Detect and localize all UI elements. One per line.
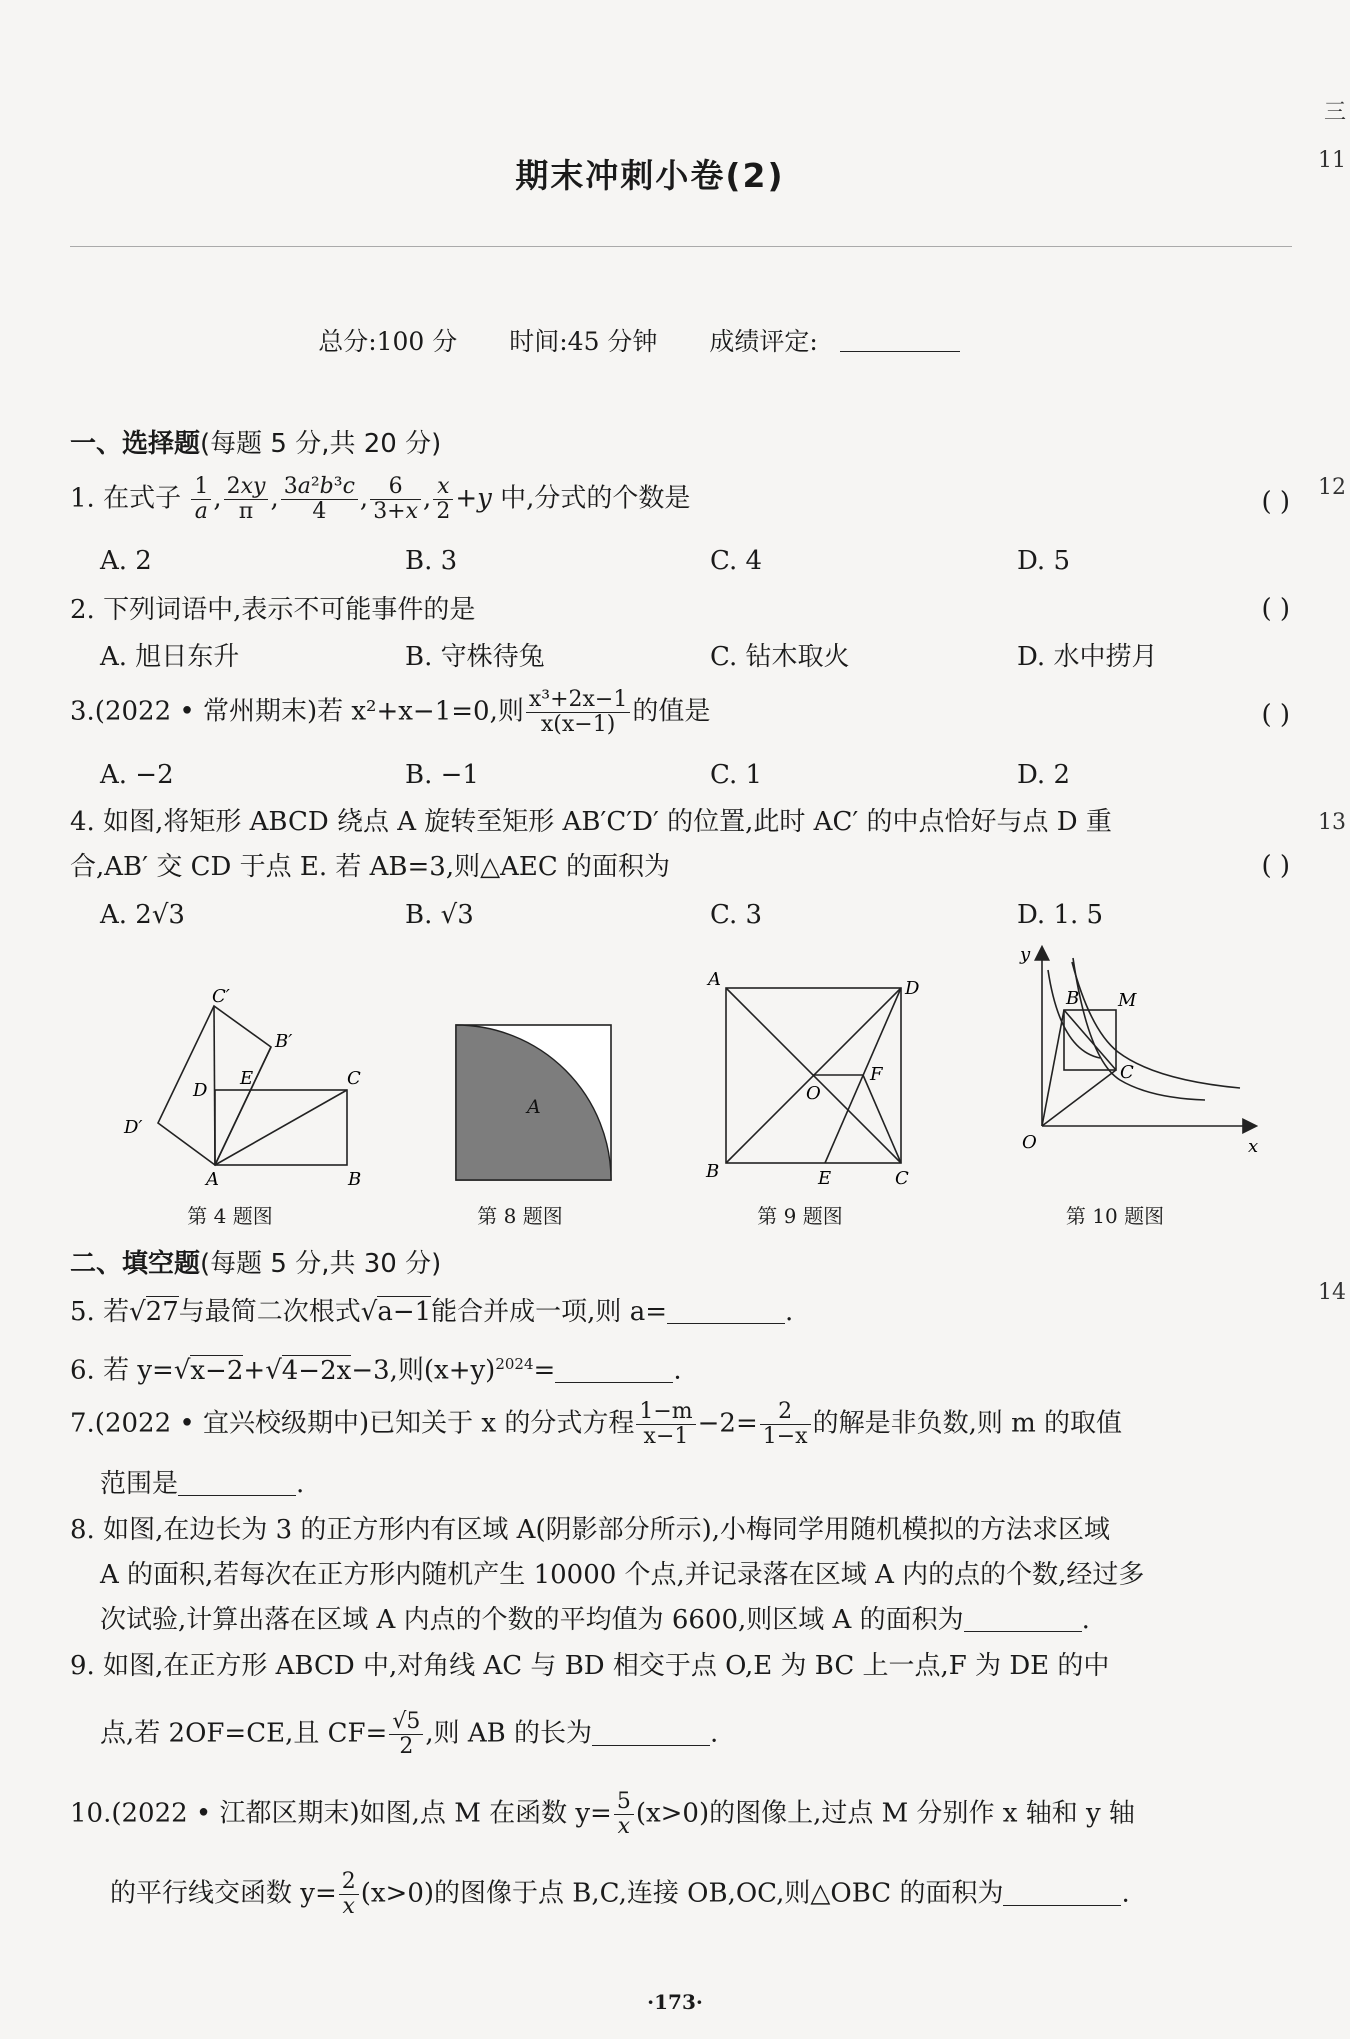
fraction: $\frac{1-m}{x-1}$ xyxy=(636,1400,695,1449)
fig10-label: x xyxy=(1248,1136,1259,1157)
option-d: D. 2 xyxy=(1017,760,1070,790)
fraction: $\frac{6}{3+x}$ xyxy=(370,475,421,524)
question-10-line1: 10.(2022 • 江都区期末)如图,点 M 在函数 y= $\frac{5}{x}$ (x>0)的图像上,过点 M 分别作 x 轴和 y 轴 xyxy=(70,1789,1135,1839)
answer-blank xyxy=(667,1297,785,1324)
sqrt: √27 xyxy=(129,1297,179,1327)
grade-field: 成绩评定: xyxy=(709,327,981,356)
fraction: $\frac{2}{x}$ xyxy=(339,1870,359,1919)
sqrt: √x−2 xyxy=(173,1355,244,1386)
question-5: 5. 若√27与最简二次根式√a−1能合并成一项,则 a= . xyxy=(70,1297,794,1327)
question-7: 7.(2022 • 宜兴校级期中)已知关于 x 的分式方程 $\frac{1-m}{x-1}$ −2= $\frac{2}{1-x}$ 的解是非负数,则 m 的取值 xyxy=(70,1399,1123,1449)
answer-paren: ( ) xyxy=(1261,700,1290,730)
fig10-label: B xyxy=(1066,988,1080,1009)
option-c: C. 1 xyxy=(710,760,763,790)
answer-blank xyxy=(555,1356,673,1383)
figure-9 xyxy=(700,972,930,1187)
fig4-label: E xyxy=(240,1068,254,1089)
section-heading: 二、填空题 xyxy=(70,1249,201,1279)
adjacent-page-edge xyxy=(1304,0,1350,2039)
q1-suffix: 中,分式的个数是 xyxy=(500,483,691,514)
section-note: (每题 5 分,共 20 分) xyxy=(200,429,442,459)
answer-paren: ( ) xyxy=(1261,594,1290,624)
answer-blank xyxy=(964,1605,1082,1632)
option-d: D. 1. 5 xyxy=(1017,900,1104,930)
fig10-label: O xyxy=(1022,1132,1037,1153)
question-9-line1: 9. 如图,在正方形 ABCD 中,对角线 AC 与 BD 相交于点 O,E 为 BC 上一点,F 为 DE 的中 xyxy=(70,1651,1110,1681)
question-1: 1. 在式子 $\frac{1}{a}$ , $\frac{2xy}{\pi}$ , $\frac{\text{3a²b³c}}{4}$ , $\frac{6}{3+x}$ , $\frac{x}{2}$ +y 中,分式的个数是 xyxy=(70,474,691,524)
figure-8 xyxy=(450,1022,620,1184)
fig4-label: C′ xyxy=(212,986,230,1007)
option-a: A. 2 xyxy=(100,546,152,576)
fraction: $\frac{2xy}{\pi}$ xyxy=(224,475,269,524)
figure-caption: 第 8 题图 xyxy=(477,1204,563,1228)
fraction: $\frac{\text{3a²b³c}}{4}$ xyxy=(281,475,358,524)
answer-blank xyxy=(592,1719,710,1746)
fig4-label: A xyxy=(206,1169,219,1190)
option-a: A. −2 xyxy=(100,760,174,790)
question-10-line2: 的平行线交函数 y= $\frac{2}{x}$ (x>0)的图像于点 B,C,连接 OB,OC,则△OBC 的面积为 . xyxy=(110,1869,1130,1919)
edge-mark: 14 xyxy=(1318,1280,1346,1305)
figure-caption: 第 9 题图 xyxy=(757,1204,843,1228)
time-limit: 时间:45 分钟 xyxy=(509,327,658,356)
fraction: $\frac{√5}{2}$ xyxy=(389,1710,423,1759)
question-3 xyxy=(70,688,1295,737)
page-number: ·173· xyxy=(647,1990,703,2014)
option-b: B. √3 xyxy=(405,900,474,930)
figure-4 xyxy=(120,980,390,1190)
sqrt: √4−2x xyxy=(265,1355,352,1386)
question-9-line2: 点,若 2OF=CE,且 CF= $\frac{√5}{2}$ ,则 AB 的长为 . xyxy=(100,1709,719,1759)
answer-paren: ( ) xyxy=(1261,851,1290,881)
fig4-label: C xyxy=(347,1068,361,1089)
fig9-label: O xyxy=(806,1083,821,1104)
fig9-label: C xyxy=(895,1168,909,1187)
fraction: $\frac{1}{a}$ xyxy=(191,475,211,524)
fig4-label: D′ xyxy=(124,1117,143,1138)
option-b: B. 3 xyxy=(405,546,458,576)
answer-blank xyxy=(1003,1879,1121,1906)
question-4-line1: 4. 如图,将矩形 ABCD 绕点 A 旋转至矩形 AB′C′D′ 的位置,此时 AC′ 的中点恰好与点 D 重 xyxy=(70,807,1112,837)
fig9-label: B xyxy=(706,1161,720,1182)
question-8-line3: 次试验,计算出落在区域 A 内点的个数的平均值为 6600,则区域 A 的面积为 . xyxy=(100,1605,1090,1635)
section-fill xyxy=(70,1243,441,1280)
edge-mark: 13 xyxy=(1318,810,1346,835)
section-choice xyxy=(70,423,441,460)
figure-caption: 第 4 题图 xyxy=(187,1204,273,1228)
question-8-line2: A 的面积,若每次在正方形内随机产生 10000 个点,并记录落在区域 A 内的点的个数,经过多 xyxy=(100,1560,1145,1590)
fig9-label: D xyxy=(905,978,920,999)
fraction: $\frac{5}{x}$ xyxy=(614,1790,634,1839)
fig10-label: y xyxy=(1020,944,1031,965)
question-6: 6. 若 y=√x−2+√4−2x−3,则$(x+y)^{2024}=$ . xyxy=(70,1355,682,1386)
question-2: 2. 下列词语中,表示不可能事件的是 xyxy=(70,595,476,625)
option-c: C. 4 xyxy=(710,546,763,576)
fraction: $\frac{2}{1-x}$ xyxy=(760,1400,811,1449)
title-divider xyxy=(70,246,1292,247)
q3-suffix: 的值是 xyxy=(632,696,711,727)
page-title: 期末冲刺小卷(2) xyxy=(515,156,785,195)
fraction: $\frac{\text{x³+2x−1}}{x(x-1)}$ xyxy=(526,688,631,737)
grade-blank xyxy=(840,329,960,352)
answer-paren: ( ) xyxy=(1261,487,1290,517)
fig9-label: E xyxy=(818,1168,832,1187)
fig10-label: C xyxy=(1120,1062,1134,1083)
figure-caption: 第 10 题图 xyxy=(1065,1204,1165,1228)
sqrt: √a−1 xyxy=(360,1297,432,1327)
fig4-label: D xyxy=(193,1080,208,1101)
edge-mark: 三 xyxy=(1323,100,1346,125)
option-a: A. 2√3 xyxy=(100,900,185,930)
fig8-label: A xyxy=(527,1096,541,1118)
section-heading: 一、选择题 xyxy=(70,429,201,459)
q3-prefix: 3.(2022 • 常州期末)若 x²+x−1=0,则 xyxy=(70,696,524,727)
fig9-label: F xyxy=(870,1064,883,1085)
option-b: B. −1 xyxy=(405,760,479,790)
edge-mark: 11 xyxy=(1318,148,1346,173)
edge-mark: 12 xyxy=(1318,475,1346,500)
fraction: $\frac{x}{2}$ xyxy=(433,475,453,524)
question-8-line1: 8. 如图,在边长为 3 的正方形内有区域 A(阴影部分所示),小梅同学用随机模拟的方法求区域 xyxy=(70,1515,1111,1545)
option-a: A. 旭日东升 xyxy=(100,642,240,672)
fig10-label: M xyxy=(1118,990,1137,1011)
option-d: D. 5 xyxy=(1017,546,1070,576)
section-note: (每题 5 分,共 30 分) xyxy=(200,1249,442,1279)
exam-meta xyxy=(0,322,1300,358)
option-d: D. 水中捞月 xyxy=(1017,642,1158,672)
option-b: B. 守株待兔 xyxy=(405,642,545,672)
fig9-label: A xyxy=(708,972,721,990)
question-4-line2: 合,AB′ 交 CD 于点 E. 若 AB=3,则△AEC 的面积为 xyxy=(70,852,671,882)
fig4-label: B′ xyxy=(275,1031,293,1052)
fig4-label: B xyxy=(348,1169,362,1190)
question-7-line2: 范围是 . xyxy=(100,1469,305,1499)
answer-blank xyxy=(178,1469,296,1496)
option-c: C. 3 xyxy=(710,900,763,930)
option-c: C. 钻木取火 xyxy=(710,642,850,672)
total-score: 总分:100 分 xyxy=(318,327,458,356)
figure-10 xyxy=(990,940,1270,1162)
q1-prefix: 1. 在式子 xyxy=(70,483,182,514)
